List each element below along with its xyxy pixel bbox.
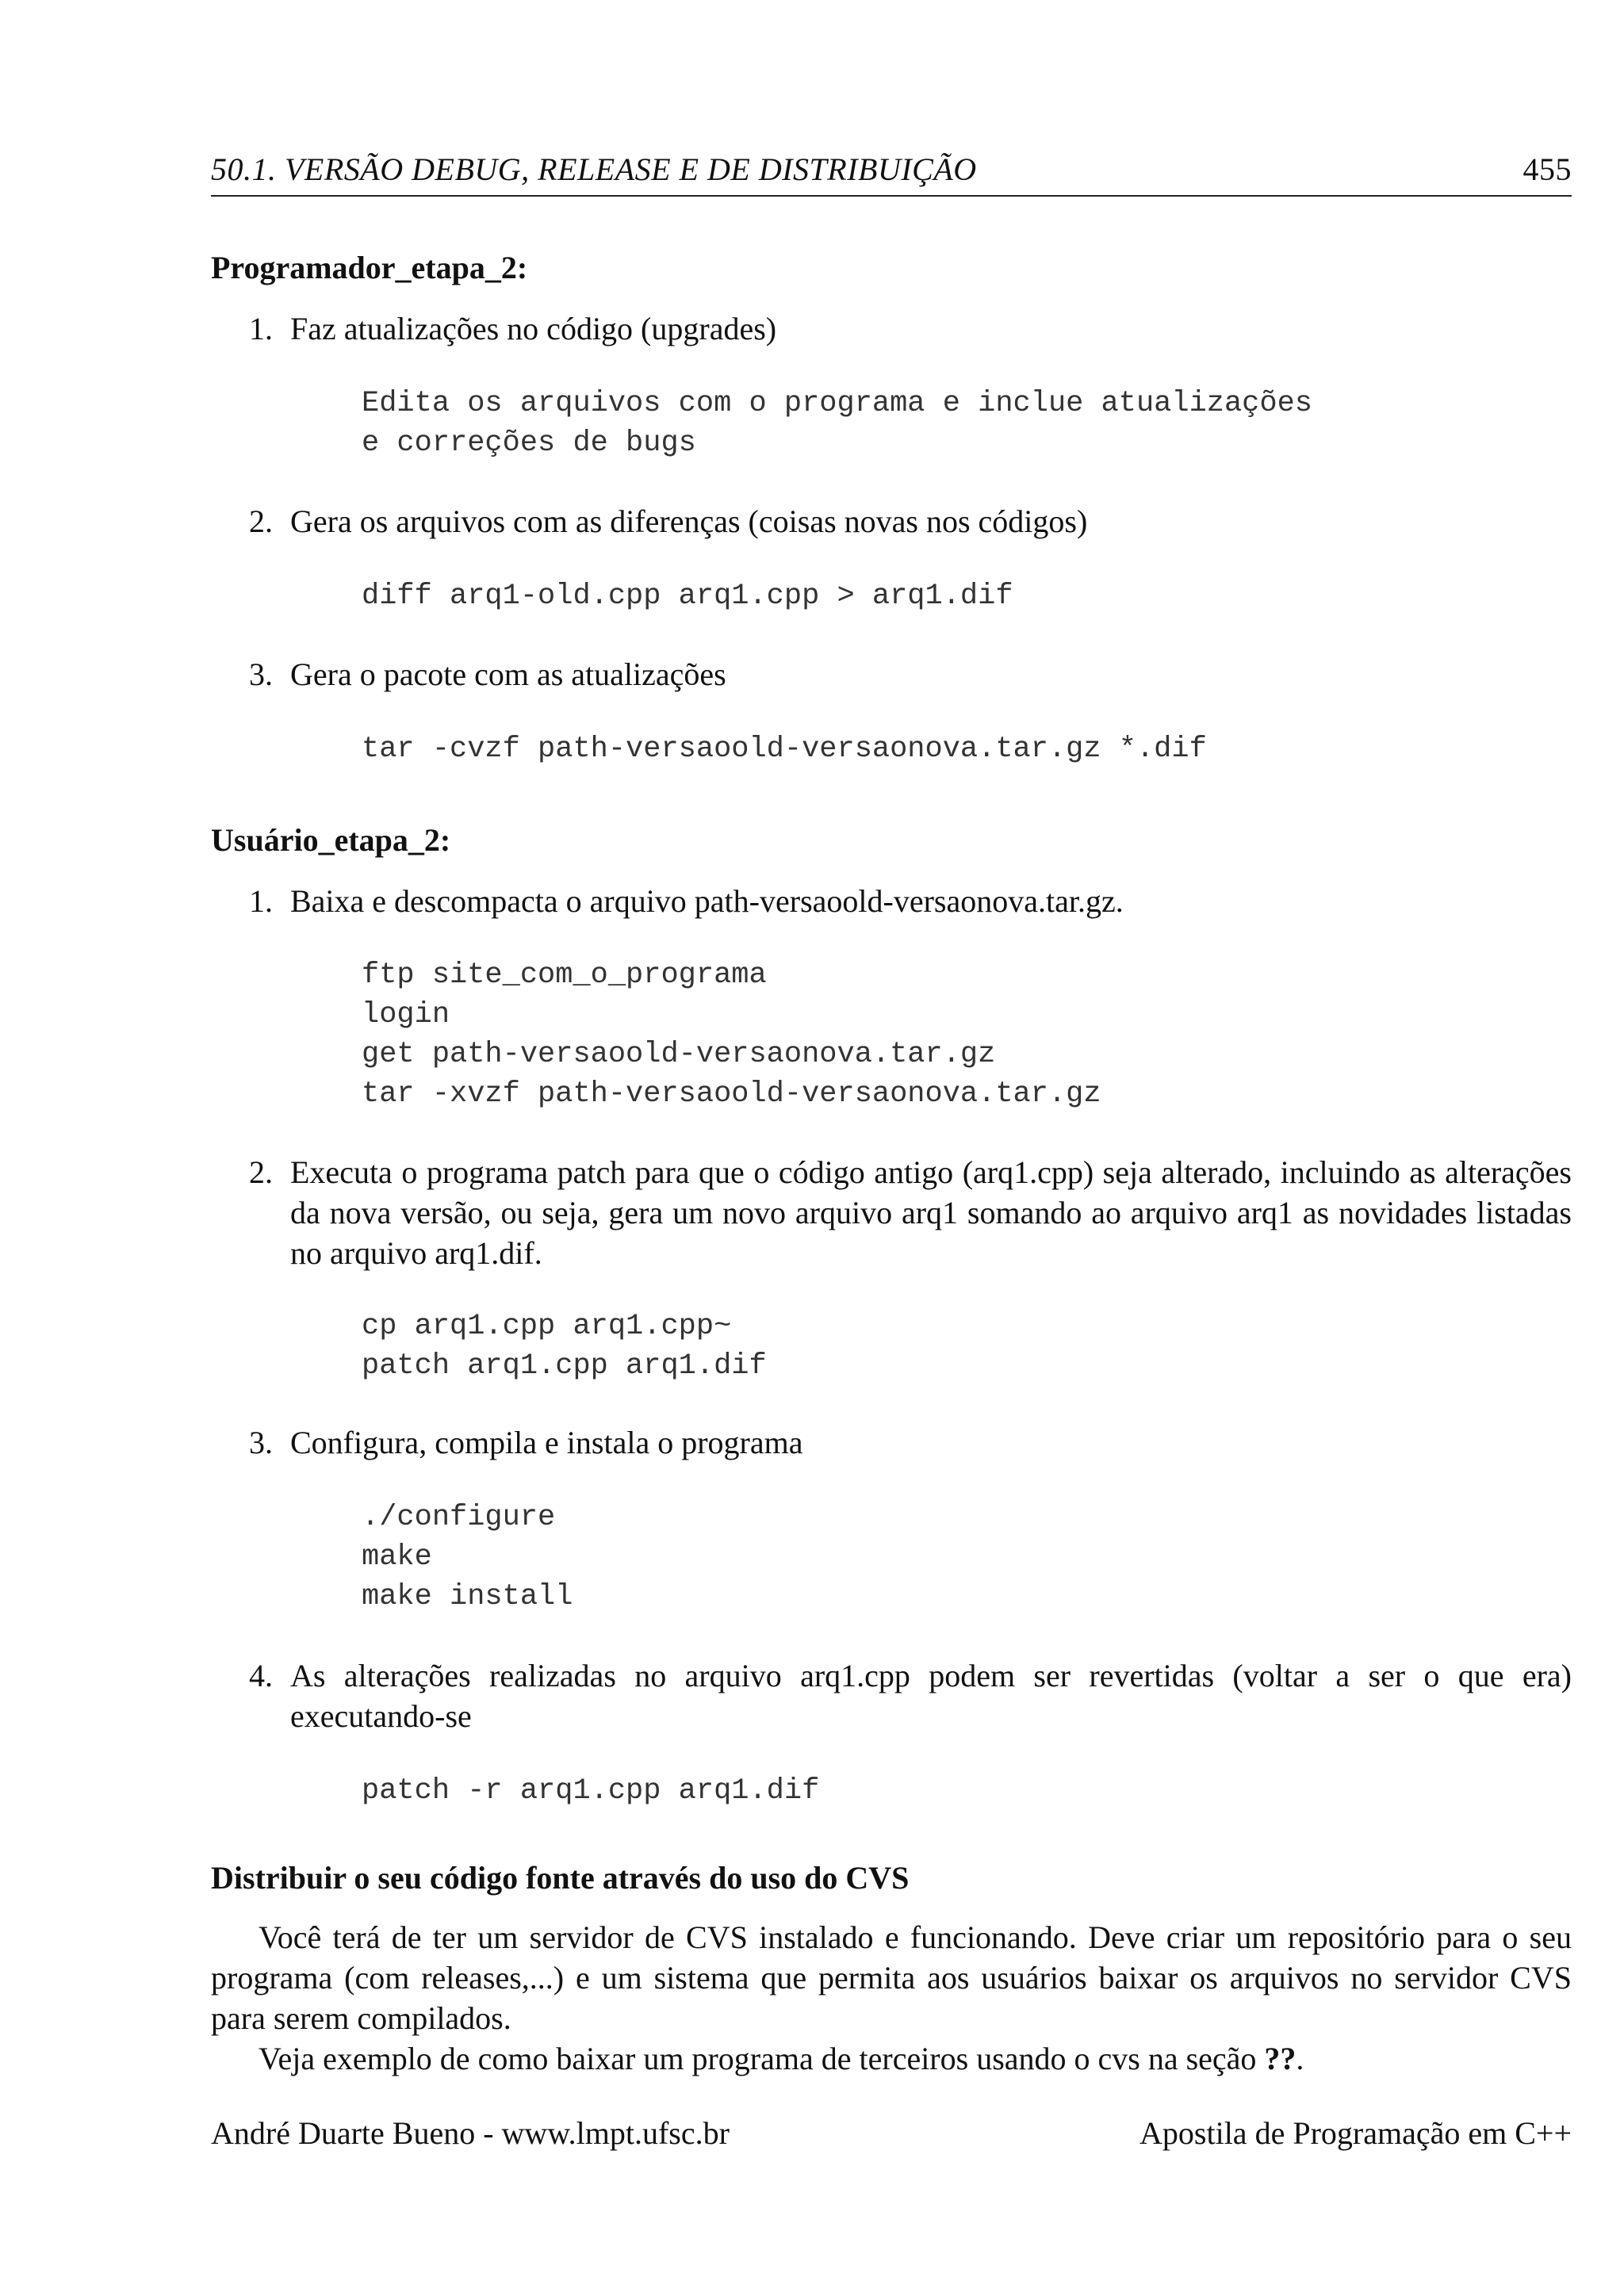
section-heading-usuario: Usuário_etapa_2: (211, 822, 451, 858)
page-number: 455 (1522, 151, 1572, 187)
section-heading-programador: Programador_etapa_2: (211, 250, 528, 285)
list-item-text: Faz atualizações no código (upgrades) (290, 311, 777, 346)
section-heading-cvs: Distribuir o seu código fonte através do uso do CVS (211, 1860, 910, 1896)
list-number: 2. (249, 1154, 273, 1190)
list-number: 1. (249, 311, 273, 346)
document-page (211, 0, 1572, 2296)
paragraph-end: . (1296, 2041, 1304, 2076)
unresolved-reference: ?? (1264, 2041, 1297, 2076)
page-footer (211, 2114, 1572, 2152)
list-item-text: Gera o pacote com as atualizações (290, 656, 726, 692)
list-number: 2. (249, 503, 273, 539)
code-block: ftp site_com_o_programa login get path-versaoold-versaonova.tar.gz tar -xvzf path-versaoold-versaonova.tar.gz (362, 959, 1101, 1111)
code-block: Edita os arquivos com o programa e inclue atualizações e correções de bugs (362, 387, 1312, 460)
code-block: diff arq1-old.cpp arq1.cpp > arq1.dif (362, 580, 1013, 613)
code-block: tar -cvzf path-versaoold-versaonova.tar.gz *.dif (362, 733, 1207, 766)
paragraph: Você terá de ter um servidor de CVS instalado e funcionando. Deve criar um repositório para o seu programa (com releases,...) e um sistema que permita aos usuários baixar os arquivos no servidor CVS para serem compilados. (211, 1919, 1572, 2036)
code-block: cp arq1.cpp arq1.cpp~ patch arq1.cpp arq1.dif (362, 1310, 767, 1383)
running-header (211, 151, 1572, 197)
paragraph-text: Veja exemplo de como baixar um programa de terceiros usando o cvs na seção (259, 2041, 1265, 2076)
list-item-text: As alterações realizadas no arquivo arq1.cpp podem ser revertidas (voltar a ser o que era) executando-se (290, 1658, 1572, 1734)
list-item-text: Executa o programa patch para que o código antigo (arq1.cpp) seja alterado, incluindo as alterações da nova versão, ou seja, gera um novo arquivo arq1 somando ao arquivo arq1 as novidades listadas no arquivo arq1.dif. (290, 1154, 1572, 1271)
list-item-text: Gera os arquivos com as diferenças (coisas novas nos códigos) (290, 503, 1088, 539)
list-number: 3. (249, 1425, 273, 1460)
list-number: 4. (249, 1658, 273, 1693)
paragraph (211, 2038, 1572, 2079)
code-block: ./configure make make install (362, 1501, 573, 1613)
list-number: 3. (249, 656, 273, 692)
list-number: 1. (249, 883, 273, 919)
footer-book-title: Apostila de Programação em C++ (1139, 2115, 1572, 2151)
running-title: 50.1. VERSÃO DEBUG, RELEASE E DE DISTRIBUIÇÃO (211, 151, 977, 187)
list-item-text: Baixa e descompacta o arquivo path-versaoold-versaonova.tar.gz. (290, 883, 1124, 919)
body-text (211, 1917, 1572, 2079)
code-block: patch -r arq1.cpp arq1.dif (362, 1774, 820, 1808)
list-item-text: Configura, compila e instala o programa (290, 1425, 803, 1460)
footer-author: André Duarte Bueno - www.lmpt.ufsc.br (211, 2115, 730, 2151)
